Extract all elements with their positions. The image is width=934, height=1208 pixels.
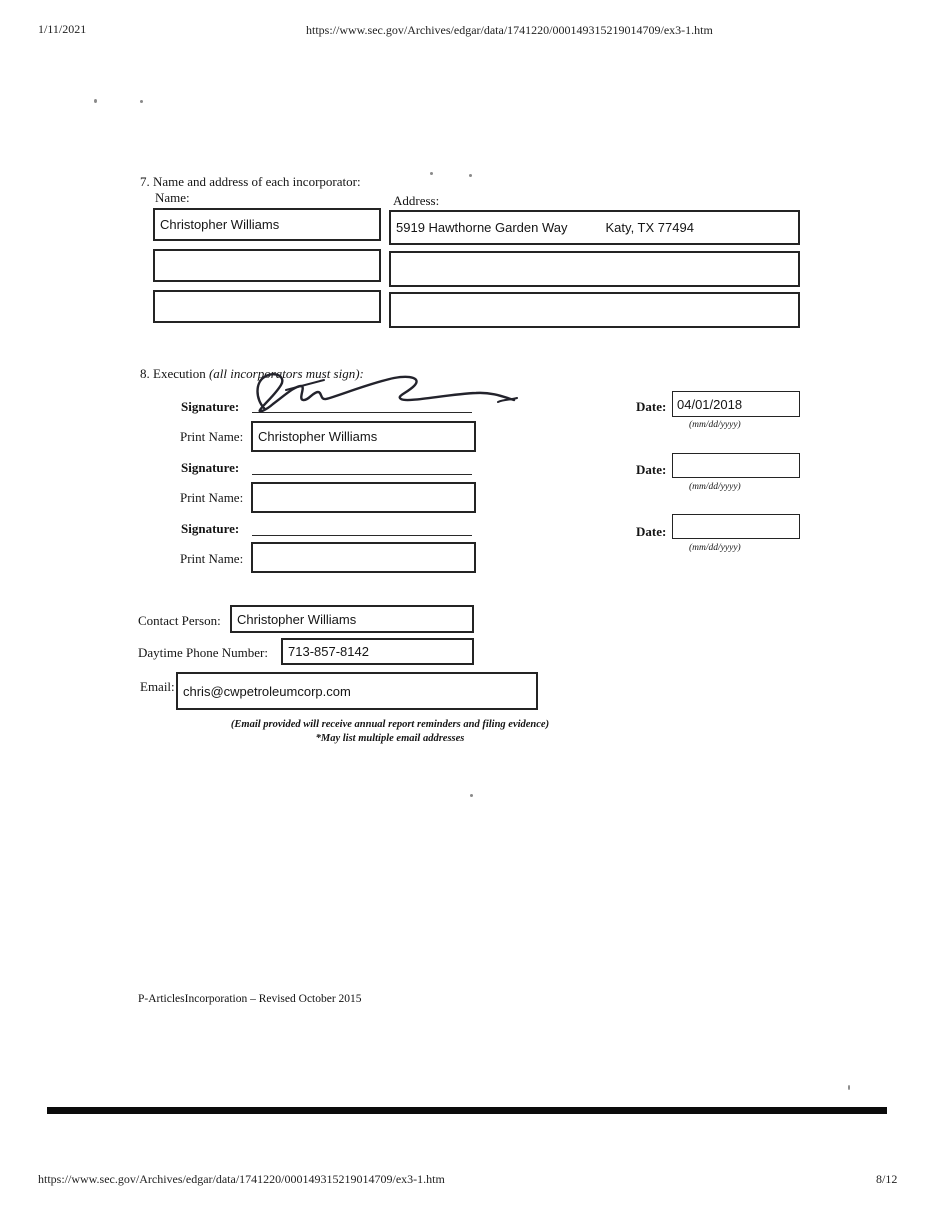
date-format-hint-3: (mm/dd/yyyy) <box>689 543 741 553</box>
address-city-value: Katy, TX 77494 <box>605 220 694 235</box>
phone-value: 713-857-8142 <box>288 644 369 659</box>
incorporator-address-field-2 <box>389 251 800 287</box>
email-label: Email: <box>140 679 175 694</box>
print-name-field-3 <box>251 542 476 573</box>
print-footer-page-number: 8/12 <box>876 1172 898 1186</box>
signature-label-2: Signature: <box>181 460 240 475</box>
signature-line-3 <box>252 516 472 536</box>
contact-person-value: Christopher Williams <box>237 611 357 627</box>
scan-artifact <box>140 100 143 103</box>
email-value: chris@cwpetroleumcorp.com <box>183 683 351 699</box>
scan-black-bar <box>47 1107 887 1114</box>
incorporator-name-value: Christopher Williams <box>160 217 280 232</box>
address-street-value: 5919 Hawthorne Garden Way <box>396 220 568 235</box>
scan-artifact <box>94 99 97 103</box>
section8-title-text: 8. Execution <box>140 366 209 381</box>
print-name-label-3: Print Name: <box>180 551 244 566</box>
email-field <box>176 672 538 710</box>
date-label-1: Date: <box>636 399 667 414</box>
date-format-hint-1: (mm/dd/yyyy) <box>689 420 741 430</box>
contact-person-label: Contact Person: <box>138 613 221 628</box>
incorporator-name-field-2 <box>153 249 381 282</box>
scan-artifact <box>469 174 472 177</box>
date-field-1 <box>672 391 800 417</box>
signature-line-2 <box>252 455 472 475</box>
print-name-field-2 <box>251 482 476 513</box>
incorporator-address-field-3 <box>389 292 800 328</box>
date-label-2: Date: <box>636 462 667 477</box>
address-column-label: Address: <box>393 193 440 208</box>
contact-person-field <box>230 605 474 633</box>
handwritten-signature-image <box>250 370 522 416</box>
print-name-label-2: Print Name: <box>180 490 244 505</box>
print-name-field-1 <box>251 421 476 452</box>
email-note-2: *May list multiple email addresses <box>315 733 465 744</box>
form-revision-footer: P-ArticlesIncorporation – Revised October 2015 <box>138 993 362 1005</box>
name-column-label: Name: <box>155 190 190 205</box>
date-format-hint-2: (mm/dd/yyyy) <box>689 482 741 492</box>
print-header-date: 1/11/2021 <box>38 22 87 36</box>
print-header-url: https://www.sec.gov/Archives/edgar/data/1741220/000149315219014709/ex3-1.htm <box>306 23 713 37</box>
section7-title: 7. Name and address of each incorporator: <box>140 174 361 189</box>
print-name-value: Christopher Williams <box>258 429 378 444</box>
incorporator-name-field-1 <box>153 208 381 241</box>
section8-title-note: (all incorporators must sign): <box>208 366 364 381</box>
print-footer-url: https://www.sec.gov/Archives/edgar/data/1741220/000149315219014709/ex3-1.htm <box>38 1172 445 1186</box>
date-field-3 <box>672 514 800 539</box>
date-value: 04/01/2018 <box>677 396 743 412</box>
phone-label: Daytime Phone Number: <box>138 645 268 660</box>
phone-field <box>281 638 474 665</box>
signature-label-1: Signature: <box>181 399 240 414</box>
date-label-3: Date: <box>636 524 667 539</box>
scan-artifact <box>430 172 433 175</box>
date-field-2 <box>672 453 800 478</box>
email-note-1: (Email provided will receive annual report reminders and filing evidence) <box>230 719 550 730</box>
signature-label-3: Signature: <box>181 521 240 536</box>
incorporator-name-field-3 <box>153 290 381 323</box>
incorporator-address-field-1 <box>389 210 800 245</box>
scan-artifact <box>848 1085 850 1090</box>
scan-artifact <box>470 794 473 797</box>
print-name-label-1: Print Name: <box>180 429 244 444</box>
